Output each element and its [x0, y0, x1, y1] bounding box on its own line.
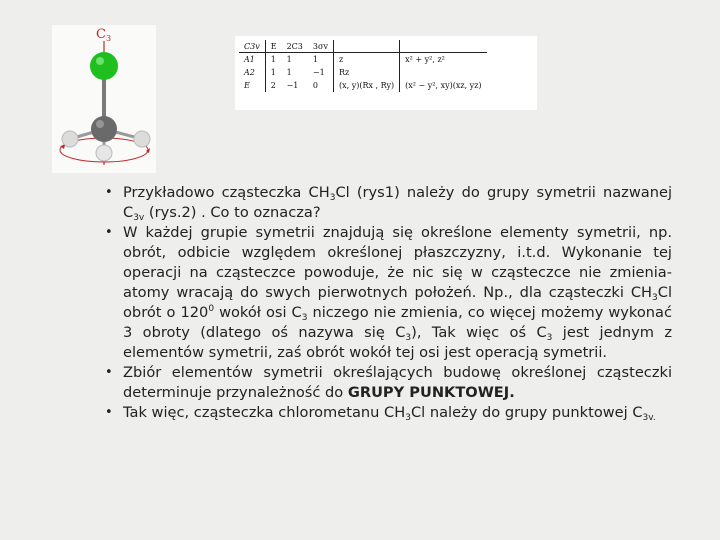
hydrogen-atom-left	[62, 131, 78, 147]
ch3cl-model	[52, 25, 156, 173]
hydrogen-atom-front	[96, 145, 112, 161]
bullet-item-2: • W każdej grupie symetrii znajdują się określone elementy symetrii, np. obrót, odbicie względem określonej płaszczyzny, i.t.d. Wykonanie tej operacji na cząsteczce powoduje, że nic się w cząsteczce nie zmienia-atomy wracają do swych pierwotnych położeń. Np., dla cząsteczki $CH_3Cl$ obrót o $120^0$ wokół osi $C_3$ niczego nie zmienia, co więcej możemy wykonać 3 obroty (dlatego oś nazywa się $C_3$), Tak więc oś $C_3$ jest jednym z elementów symetrii, zaś obrót wokół tej osi jest operacją symetrii.	[105, 224, 672, 361]
c3-axis-label: $C_3$	[96, 27, 112, 43]
bullet-item-3: • Zbiór elementów symetrii określających budowę określonej cząsteczki determinuje przynależność do GRUPY PUNKTOWEJ.	[105, 364, 672, 401]
bullet-list	[100, 183, 672, 423]
bullet-item-4: • Tak więc, cząsteczka chlorometanu $CH_3Cl$ należy do grupy punktowej $C_{3v.}$	[105, 404, 656, 423]
molecule-figure	[52, 25, 156, 173]
bullet-icon: •	[105, 225, 113, 240]
bullet-icon: •	[105, 365, 113, 380]
chlorine-atom	[90, 52, 118, 80]
carbon-atom	[91, 116, 117, 142]
table-row: A2 1 1 −1 Rz	[239, 66, 487, 79]
table-row: A1 1 1 1 z x² + y², z²	[239, 53, 487, 67]
bullet-icon: •	[105, 185, 113, 200]
bullet-icon: •	[105, 405, 113, 420]
character-table	[235, 36, 537, 110]
bullet-item-1: • Przykładowo cząsteczka $CH_3Cl$ (rys1) należy do grupy symetrii nazwanej $C_{3v}$ (rys.2) . Co to oznacza?	[105, 184, 672, 223]
table-header-row: C3v E 2C3 3σv	[239, 40, 487, 53]
table-header-group: C3v	[239, 40, 265, 53]
table-row: E 2 −1 0 (x, y)(Rx , Ry) (x² − y², xy)(xz, yz)	[239, 79, 487, 92]
hydrogen-atom-right	[134, 131, 150, 147]
